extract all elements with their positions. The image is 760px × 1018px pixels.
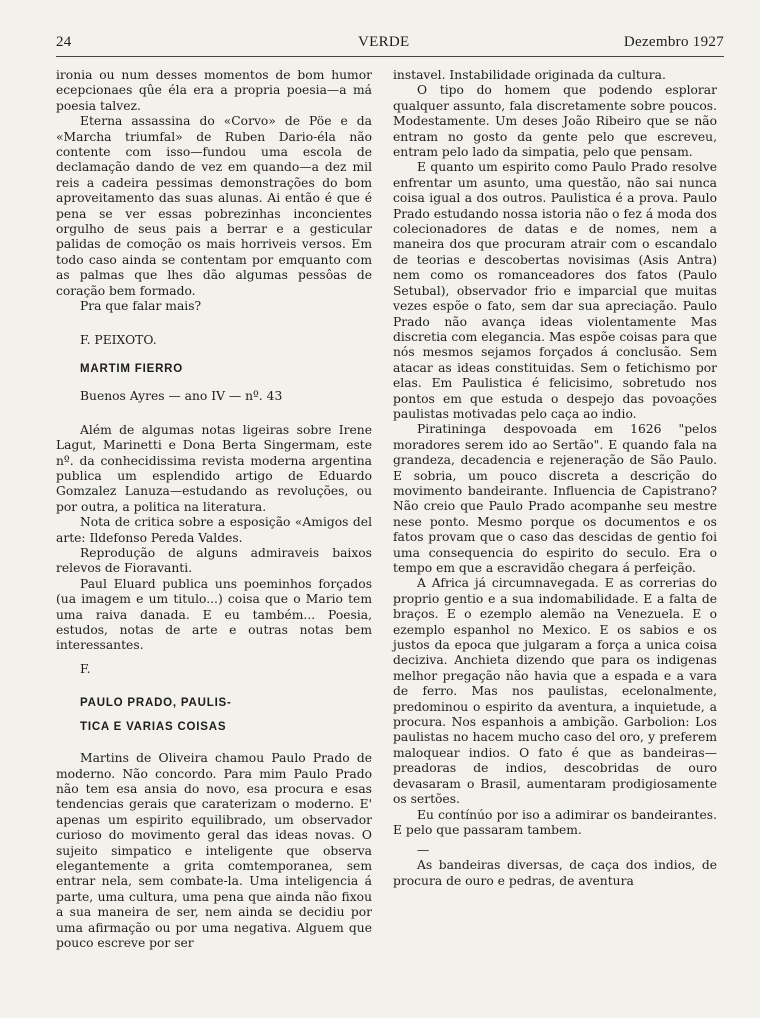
section-heading: TICA E VARIAS COISAS (80, 721, 227, 734)
paragraph: ironia ou num desses momentos de bom humor ecepcionaes qûe éla era a propria poesia—a má poesia talvez. (56, 68, 372, 113)
paragraph: Além de algumas notas ligeiras sobre Irene Lagut, Marinetti e Dona Berta Singermam, este nº. da conhecidissima revista moderna argentina publica um esplendido artigo de Eduardo Gomzalez Lanuza—estudando as revoluções, ou por outra, a politica na literatura. (56, 422, 372, 514)
paragraph: Martins de Oliveira chamou Paulo Prado de moderno. Não concordo. Para mim Paulo Prado não tem esa ansia do novo, esa procura e esas tendencias gerais que caraterizam o moderno. E' apenas um espirito equilibrado, um observador curioso do movimento geral das ideas novas. O sujeito simpatico e inteligente que observa elegantemente a grita comtemporanea, sem entrar nela, sem combate-la. Uma inteligencia á parte, uma cultura, uma pena que ainda não fixou a sua maneira de ser, nem ainda se decidiu por uma afirmação ou por uma negativa. Alguem que pouco escreve por ser (56, 751, 372, 951)
paragraph: Pra que falar mais? (80, 299, 202, 314)
left-column (56, 68, 372, 952)
paragraph: instavel. Instabilidade originada da cultura. (393, 68, 666, 82)
page-header (56, 34, 724, 54)
paragraph: Eu contínúo por iso a adimirar os bandeirantes. E pelo que passaram tambem. (393, 807, 717, 837)
signature: F. PEIXOTO. (80, 332, 157, 347)
journal-title: VERDE (358, 34, 410, 50)
paragraph: Paul Eluard publica uns poeminhos forçados (ua imagem e um titulo...) coisa que o Mario tem uma raiva danada. E eu também... Poesia, estudos, notas de arte e outras notas bem interessantes. (56, 576, 372, 653)
separator-dash: — (417, 843, 430, 858)
page-number: 24 (56, 34, 72, 50)
section-heading: MARTIM FIERRO (80, 362, 184, 375)
paragraph: A Africa já circumnavegada. E as correrias do proprio gentio e a sua indomabilidade. E a falta de braços. E o ezemplo alemão na Venezuela. E o ezemplo espanhol no Mexico. E os sabios e os justos da epoca que julgaram a força a unica coisa deciziva. Anchieta dizendo que para os indigenas melhor pregação não havia que a espada e a vara de ferro. Mas nos paulistas, ecelonalmente, predominou o espirito da aventura, a inquietude, a procura. Nos espanhois a ambição. Garbolion: Los paulistas no hacem mucho caso del oro, y preferem maloquear indios. O fato é que as bandeiras—preadoras de indios, descobridas de ouro devasaram o Brasil, aumentaram prodigiosamente os sertões. (393, 576, 717, 807)
paragraph: Reprodução de alguns admiraveis baixos relevos de Fioravanti. (56, 545, 372, 576)
paragraph: O tipo do homem que podendo esplorar qualquer assunto, fala discretamente sobre poucos. Modestamente. Um deses João Ribeiro que se não entram no gosto da gente pelo que escreveu, entram pelo lado da simpatia, pelo que pensam. (393, 83, 717, 160)
section-subtitle: Buenos Ayres — ano IV — nº. 43 (80, 389, 283, 404)
paragraph: As bandeiras diversas, de caça dos indios, de procura de ouro e pedras, de aventura (393, 858, 717, 888)
paragraph: Piratininga despovoada em 1626 "pelos moradores serem ido ao Sertão". E quando fala na grandeza, decadencia e rejeneração de São Paulo. E sobria, um pouco discreta a descrição do movimento bandeirante. Influencia de Capistrano? Não creio que Paulo Prado acompanhe seu mestre nese ponto. Mesmo porque os documentos e os fatos provam que o caso das descidas de gentio foi uma consequencia do espirito do seculo. Era o tempo em que a escravidão chegara á perfeição. (393, 422, 717, 575)
paragraph: Eterna assassina do «Corvo» de Pöe e da «Marcha triumfal» de Ruben Dario-éla não contente com isso—fundou uma escola de declamação dando de vez em quando—a dez mil reis a cadeira pessimas demonstrações do bom aproveitamento das suas alunas. Ai então é que é pena se ver essas pobrezinhas inconcientes orgulho de seus pais a berrar e a gesticular palidas de comoção os mais horriveis versos. Em todo caso ainda se contentam por emquanto com as palmas que lhes dão algumas pessôas de coração bem formado. (56, 114, 372, 298)
paragraph: E quanto um espirito como Paulo Prado resolve enfrentar um asunto, uma questão, não sai nunca coisa igual a dos outros. Paulistica é a prova. Paulo Prado estudando nossa istoria não o fez á moda dos colecionadores de datas e de nomes, nem a maneira dos que procuram atrair com o escandalo de teorias e descobertas novisimas (Asis Antra) nem como os romanceadores dos fatos (Paulo Setubal), observador frio e imparcial que muitas vezes espõe o fato, sem dar sua apreciação. Paulo Prado não avança ideas violentamente Mas discretia com elegancia. Mas espõe coisas para que nós mesmos sejamos forçados á conclusão. Sem atacar as ideas constituidas. Sem o fetichismo por elas. Em Paulistica é felicisimo, sobretudo nos pontos em que estuda o despejo das povoações paulistas motivadas pelo caça ao indio. (393, 160, 717, 421)
right-column (393, 68, 717, 889)
issue-date: Dezembro 1927 (623, 34, 724, 50)
section-heading: PAULO PRADO, PAULIS- (80, 697, 232, 710)
signature: F. (80, 661, 91, 676)
paragraph: Nota de critica sobre a esposição «Amigos del arte: Ildefonso Pereda Valdes. (56, 515, 372, 545)
header-rule (56, 56, 724, 57)
